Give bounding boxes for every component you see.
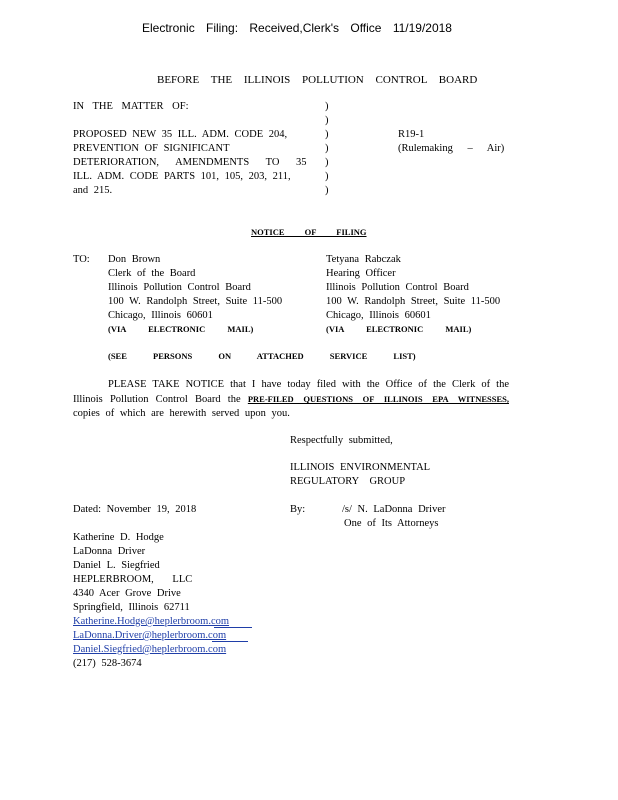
org-line-1: ILLINOIS ENVIRONMENTAL [290,462,431,473]
firm-street: 4340 Acer Grove Drive [73,588,181,599]
link-underline [212,641,248,642]
to-label: TO: [73,254,90,265]
attorney-line: Daniel L. Siegfried [73,560,160,571]
electronic-filing-header: Electronic Filing: Received,Clerk's Office 11/19/2018 [142,21,452,35]
matter-line-4: ILL. ADM. CODE PARTS 101, 105, 203, 211, [73,171,291,182]
caption-paren: ) [325,101,329,112]
email-link-siegfried[interactable]: Daniel.Siegfried@heplerbroom.com [73,644,227,655]
recipient-left-line: Illinois Pollution Control Board [108,282,251,293]
recipient-left-via: (VIA ELECTRONIC MAIL) [108,324,254,334]
caption-paren: ) [325,129,329,140]
email-link-hodge[interactable]: Katherine.Hodge@heplerbroom.com [73,616,230,627]
attorney-line: LaDonna Driver [73,546,146,557]
closing: Respectfully submitted, [290,435,393,446]
signer-role: One of Its Attorneys [344,518,439,529]
docket-type: (Rulemaking – Air) [398,143,505,154]
service-list-note: (SEE PERSONS ON ATTACHED SERVICE LIST) [108,351,416,361]
notice-text-part1: PLEASE TAKE NOTICE that I have today filed with the Office of the Clerk of the Illinois Pollution Control Board the [73,379,509,405]
recipient-right-line: Illinois Pollution Control Board [326,282,469,293]
recipient-left-line: 100 W. Randolph Street, Suite 11-500 [108,296,283,307]
caption-paren: ) [325,157,329,168]
matter-line-5: and 215. [73,185,113,196]
matter-line-1: PROPOSED NEW 35 ILL. ADM. CODE 204, [73,129,288,140]
notice-paragraph [73,378,509,421]
phone-number: (217) 528-3674 [73,658,142,669]
matter-line-3: DETERIORATION, AMENDMENTS TO 35 [73,157,307,168]
signer-name: /s/ N. LaDonna Driver [342,504,446,515]
link-underline [214,627,252,628]
caption-paren: ) [325,185,329,196]
date-line: Dated: November 19, 2018 [73,504,197,515]
firm-name: HEPLERBROOM, LLC [73,574,193,585]
attorney-line: Katherine D. Hodge [73,532,164,543]
notice-text-part2: copies of which are herewith served upon you. [73,408,290,419]
board-title: BEFORE THE ILLINOIS POLLUTION CONTROL BOARD [157,74,478,86]
notice-document-title: PRE-FILED QUESTIONS OF ILLINOIS EPA WITNESSES, [247,394,509,404]
caption-paren: ) [325,115,329,126]
notice-of-filing-title: NOTICE OF FILING [251,227,367,237]
recipient-right-line: Tetyana Rabczak [326,254,401,265]
org-line-2: REGULATORY GROUP [290,476,406,487]
recipient-left-line: Don Brown [108,254,161,265]
recipient-right-via: (VIA ELECTRONIC MAIL) [326,324,472,334]
recipient-right-line: Chicago, Illinois 60601 [326,310,431,321]
firm-city: Springfield, Illinois 62711 [73,602,190,613]
email-link-driver[interactable]: LaDonna.Driver@heplerbroom.com [73,630,227,641]
in-the-matter-label: IN THE MATTER OF: [73,101,189,112]
recipient-left-line: Clerk of the Board [108,268,196,279]
recipient-right-line: 100 W. Randolph Street, Suite 11-500 [326,296,501,307]
by-label: By: [290,504,306,515]
matter-line-2: PREVENTION OF SIGNIFICANT [73,143,230,154]
caption-paren: ) [325,143,329,154]
recipient-right-line: Hearing Officer [326,268,396,279]
docket-number: R19-1 [398,129,425,140]
caption-paren: ) [325,171,329,182]
recipient-left-line: Chicago, Illinois 60601 [108,310,213,321]
